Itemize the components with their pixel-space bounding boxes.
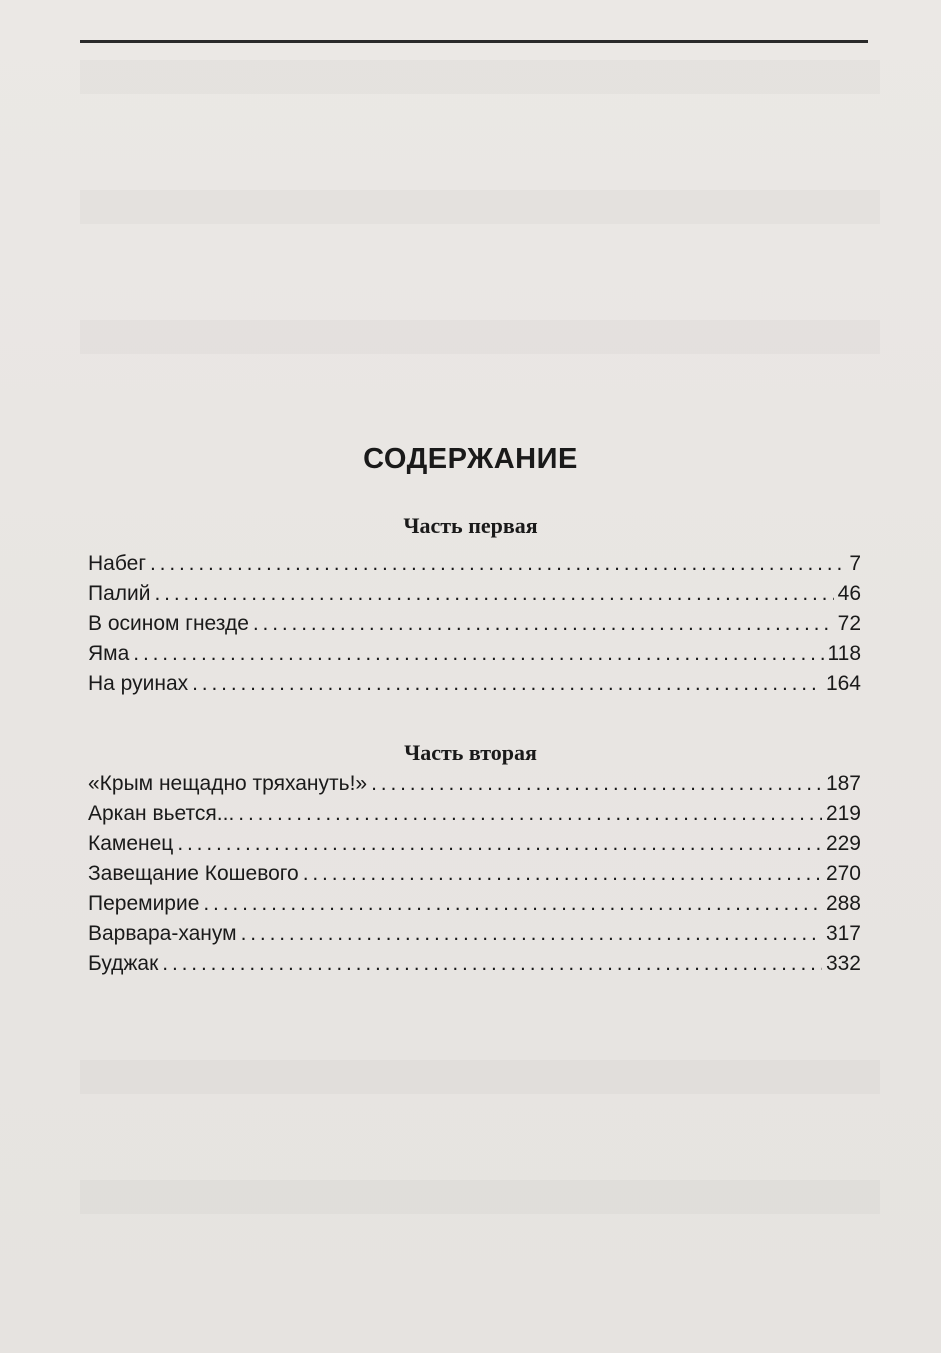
leader-dots (133, 642, 823, 666)
toc-entry[interactable] (88, 642, 861, 672)
bleed-through (80, 1180, 880, 1214)
entry-title: Набег (88, 552, 146, 575)
toc-entry[interactable] (88, 772, 861, 802)
toc-entry[interactable] (88, 892, 861, 922)
toc-entry[interactable] (88, 862, 861, 892)
leader-dots (303, 862, 822, 886)
entry-page: 164 (825, 672, 861, 695)
leader-dots (371, 772, 822, 796)
entry-title: Варвара-ханум (88, 922, 237, 945)
toc-entry[interactable] (88, 672, 861, 702)
entry-title: Палий (88, 582, 151, 605)
entry-title: Аркан вьется... (88, 802, 235, 825)
entry-page: 317 (825, 922, 861, 945)
entry-title: Каменец (88, 832, 174, 855)
toc-entry[interactable] (88, 832, 861, 862)
bleed-through (80, 190, 880, 224)
entry-title: Яма (88, 642, 130, 665)
leader-dots (177, 832, 822, 856)
entry-page: 118 (827, 642, 861, 665)
leader-dots (192, 672, 822, 696)
leader-dots (162, 952, 822, 976)
entry-title: Буджак (88, 952, 159, 975)
entry-title: В осином гнезде (88, 612, 249, 635)
entry-page: 229 (825, 832, 861, 855)
leader-dots (238, 802, 822, 826)
toc-title: СОДЕРЖАНИЕ (363, 443, 578, 475)
bleed-through (80, 60, 880, 94)
part-heading: Часть первая (403, 513, 538, 538)
toc-part-2-list (88, 772, 861, 982)
entry-page: 332 (825, 952, 861, 975)
entry-page: 288 (825, 892, 861, 915)
entry-page: 7 (849, 552, 861, 575)
entry-page: 72 (837, 612, 861, 635)
part-heading: Часть вторая (404, 740, 537, 765)
toc-part-1-list (88, 552, 861, 702)
toc-entry[interactable] (88, 802, 861, 832)
toc-entry[interactable] (88, 952, 861, 982)
entry-title: Перемирие (88, 892, 200, 915)
bleed-through (80, 1060, 880, 1094)
toc-entry[interactable] (88, 922, 861, 952)
entry-page: 187 (825, 772, 861, 795)
header-rule (80, 40, 868, 43)
entry-title: На руинах (88, 672, 189, 695)
toc-entry[interactable] (88, 582, 861, 612)
leader-dots (253, 612, 834, 636)
leader-dots (241, 922, 822, 946)
toc-entry[interactable] (88, 552, 861, 582)
leader-dots (150, 552, 845, 576)
entry-page: 46 (837, 582, 861, 605)
toc-entry[interactable] (88, 612, 861, 642)
entry-title: «Крым нещадно тряхануть!» (88, 772, 368, 795)
entry-page: 270 (825, 862, 861, 885)
entry-title: Завещание Кошевого (88, 862, 299, 885)
entry-page: 219 (825, 802, 861, 825)
bleed-through (80, 320, 880, 354)
leader-dots (155, 582, 834, 606)
leader-dots (203, 892, 822, 916)
